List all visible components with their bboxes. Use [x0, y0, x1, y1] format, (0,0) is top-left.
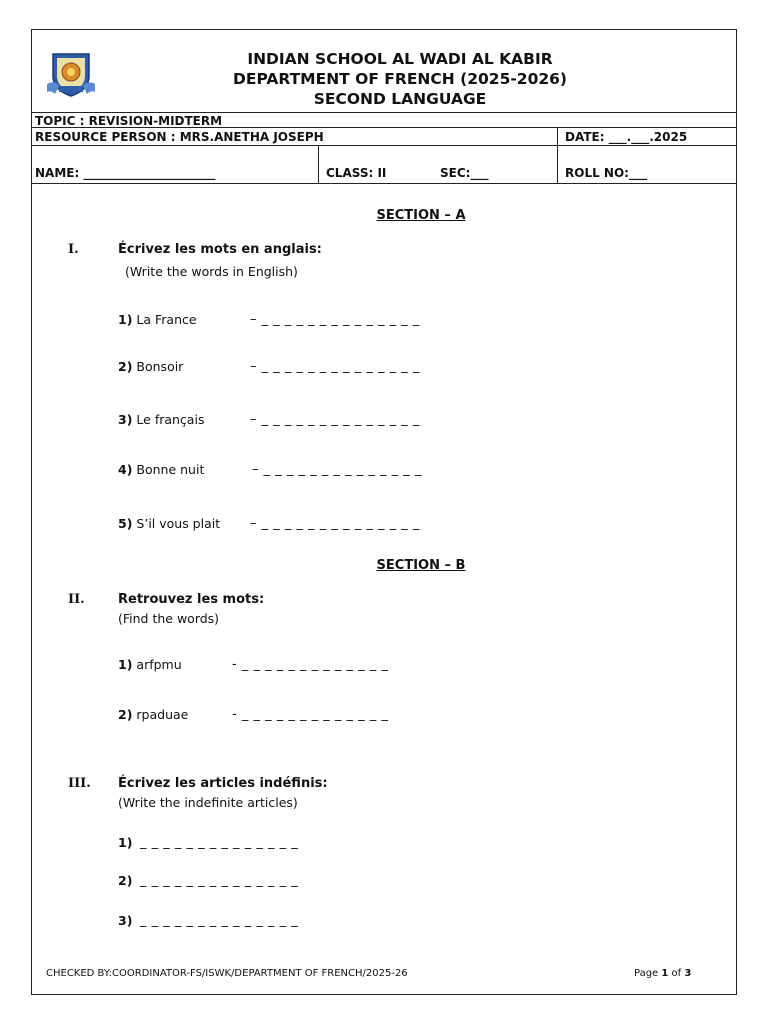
resource-person: RESOURCE PERSON : MRS.ANETHA JOSEPH: [35, 130, 324, 144]
q1-answer-blank-3[interactable]: – _ _ _ _ _ _ _ _ _ _ _ _ _ _: [250, 412, 420, 427]
topic-label: TOPIC : REVISION-MIDTERM: [35, 114, 223, 128]
table-divider: [318, 145, 319, 183]
q2-item-2: 2) rpaduae: [118, 707, 189, 722]
q1-item-4: 4) Bonne nuit: [118, 462, 205, 477]
school-logo-icon: [45, 50, 97, 98]
table-line: [32, 183, 736, 184]
question-2-subtitle: (Find the words): [118, 611, 220, 626]
class-field: CLASS: II: [326, 166, 387, 180]
subject-name: SECOND LANGUAGE: [313, 90, 487, 108]
q3-item-2: 2): [118, 873, 133, 888]
roll-no-field: ROLL NO:___: [565, 166, 647, 180]
section-b-title: SECTION – B: [376, 558, 466, 573]
q3-item-3: 3): [118, 913, 133, 928]
school-name: INDIAN SCHOOL AL WADI AL KABIR: [247, 50, 553, 68]
question-3-title: Écrivez les articles indéfinis:: [118, 776, 328, 791]
question-3-number: III.: [68, 776, 91, 791]
question-1-number: I.: [68, 242, 79, 257]
q1-answer-blank-1[interactable]: – _ _ _ _ _ _ _ _ _ _ _ _ _ _: [250, 312, 420, 327]
question-1-title: Écrivez les mots en anglais:: [118, 242, 322, 257]
q3-item-1: 1): [118, 835, 133, 850]
checked-by-footer: CHECKED BY:COORDINATOR-FS/ISWK/DEPARTMENT OF FRENCH/2025-26: [46, 968, 408, 979]
q1-item-5: 5) S’il vous plait: [118, 516, 221, 531]
q2-item-1: 1) arfpmu: [118, 657, 182, 672]
q1-item-1: 1) La France: [118, 312, 197, 327]
date-field: DATE: ___.___.2025: [565, 130, 688, 144]
page-number: Page 1 of 3: [634, 968, 692, 979]
sec-field: SEC:___: [440, 166, 489, 180]
q2-answer-blank-1[interactable]: - _ _ _ _ _ _ _ _ _ _ _ _ _: [232, 657, 389, 672]
section-a-title: SECTION – A: [376, 208, 466, 223]
q1-answer-blank-4[interactable]: – _ _ _ _ _ _ _ _ _ _ _ _ _ _: [252, 462, 422, 477]
name-field: NAME: ______________________: [35, 166, 216, 180]
q1-answer-blank-5[interactable]: – _ _ _ _ _ _ _ _ _ _ _ _ _ _: [250, 516, 420, 531]
question-2-number: II.: [68, 592, 85, 607]
q3-answer-blank-1[interactable]: _ _ _ _ _ _ _ _ _ _ _ _ _ _: [140, 835, 299, 850]
table-divider: [557, 127, 558, 183]
q3-answer-blank-3[interactable]: _ _ _ _ _ _ _ _ _ _ _ _ _ _: [140, 913, 299, 928]
table-line: [32, 145, 736, 146]
question-3-subtitle: (Write the indefinite articles): [118, 795, 298, 810]
q1-item-2: 2) Bonsoir: [118, 359, 184, 374]
question-2-title: Retrouvez les mots:: [118, 592, 265, 607]
q2-answer-blank-2[interactable]: - _ _ _ _ _ _ _ _ _ _ _ _ _: [232, 707, 389, 722]
table-line: [32, 112, 736, 113]
q1-item-3: 3) Le français: [118, 412, 205, 427]
question-1-subtitle: (Write the words in English): [125, 264, 298, 279]
q1-answer-blank-2[interactable]: – _ _ _ _ _ _ _ _ _ _ _ _ _ _: [250, 359, 420, 374]
q3-answer-blank-2[interactable]: _ _ _ _ _ _ _ _ _ _ _ _ _ _: [140, 873, 299, 888]
department-name: DEPARTMENT OF FRENCH (2025-2026): [232, 70, 568, 88]
